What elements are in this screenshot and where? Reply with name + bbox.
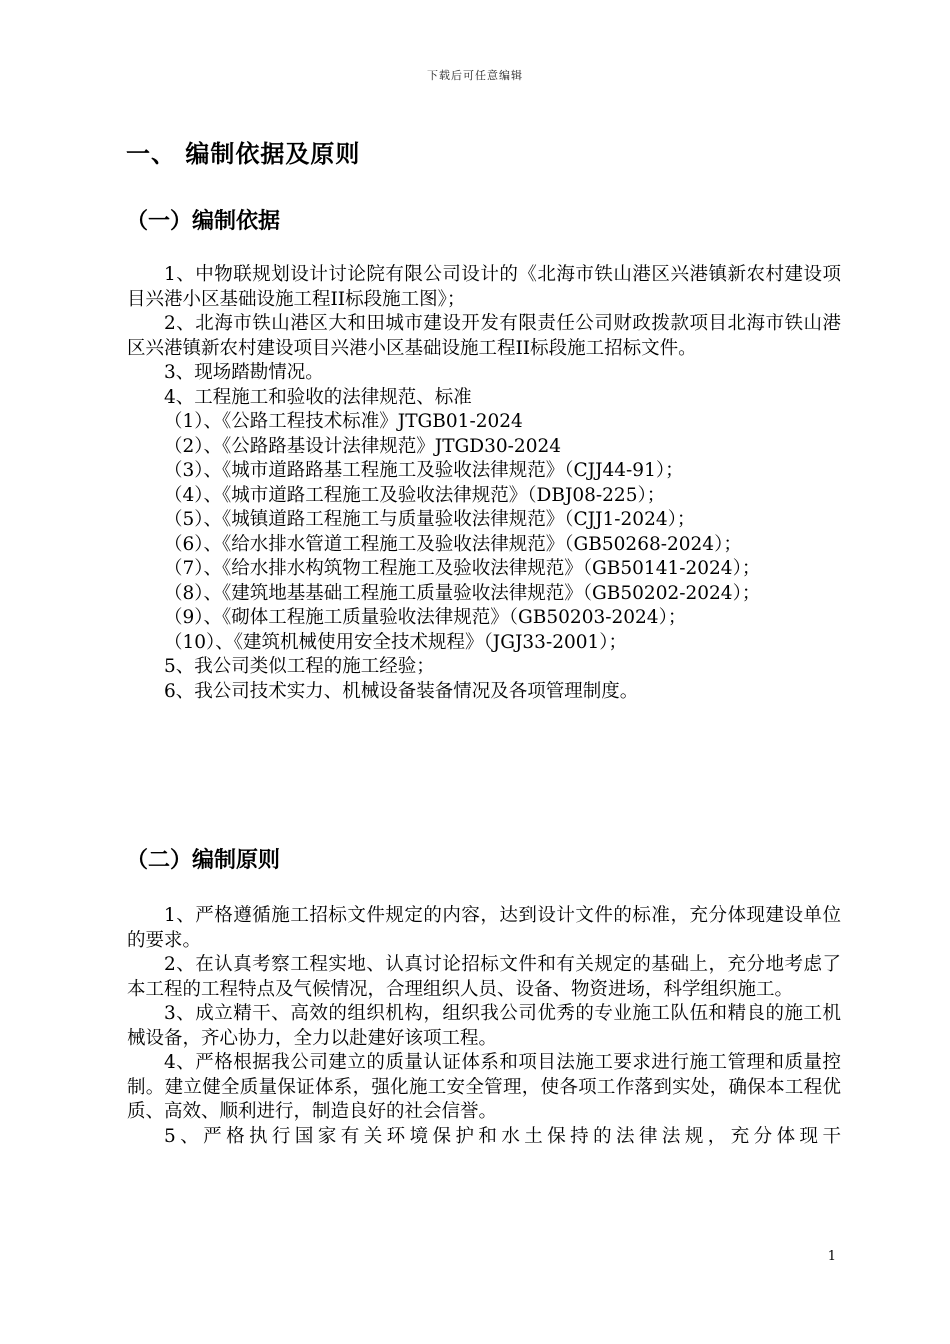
basis-item: （2）、《公路路基设计法律规范》JTGD30-2024 bbox=[164, 435, 562, 457]
basis-item: 1、中物联规划设计讨论院有限公司设计的《北海市铁山港区兴港镇新农村建设项目兴港小区基础设施工程II标段施工图》； bbox=[127, 264, 841, 310]
basis-list bbox=[127, 263, 841, 704]
basis-item: （1）、《公路工程技术标准》JTGB01-2024 bbox=[164, 411, 523, 432]
basis-item: （8）、《建筑地基基础工程施工质量验收法律规范》（GB50202-2024）； bbox=[164, 582, 761, 604]
basis-item: （10）、《建筑机械使用安全技术规程》（JGJ33-2001）； bbox=[164, 631, 628, 653]
basis-item: （9）、《砌体工程施工质量验收法律规范》（GB50203-2024）； bbox=[164, 607, 687, 628]
basis-item: 6、我公司技术实力、机械设备装备情况及各项管理制度。 bbox=[164, 680, 639, 702]
section-heading-principle: （二）编制原则 bbox=[126, 848, 281, 873]
basis-item: （3）、《城市道路路基工程施工及验收法律规范》（CJJ44-91）； bbox=[164, 460, 684, 481]
principle-item: 2、在认真考察工程实地、认真讨论招标文件和有关规定的基础上，充分地考虑了本工程的工程特点及气候情况，合理组织人员、设备、物资进场，科学组织施工。 bbox=[127, 954, 841, 1000]
basis-item: 2、北海市铁山港区大和田城市建设开发有限责任公司财政拨款项目北海市铁山港区兴港镇新农村建设项目兴港小区基础设施工程II标段施工招标文件。 bbox=[127, 313, 841, 359]
basis-item: （4）、《城市道路工程施工及验收法律规范》（DBJ08-225）； bbox=[164, 484, 666, 506]
chapter-title: 一、 编制依据及原则 bbox=[126, 140, 361, 168]
basis-item: （5）、《城镇道路工程施工与质量验收法律规范》（CJJ1-2024）； bbox=[164, 509, 696, 530]
header-note: 下载后可任意编辑 bbox=[427, 69, 523, 82]
principle-list bbox=[127, 904, 841, 1149]
basis-item: 4、工程施工和验收的法律规范、标准 bbox=[164, 386, 472, 408]
basis-item: （7）、《给水排水构筑物工程施工及验收法律规范》（GB50141-2024）； bbox=[164, 558, 761, 579]
principle-item: 4、严格根据我公司建立的质量认证体系和项目法施工要求进行施工管理和质量控制。建立健全质量保证体系，强化施工安全管理，使各项工作落到实处，确保本工程优质、高效、顺利进行，制造良好的社会信誉。 bbox=[127, 1052, 841, 1122]
page-number: 1 bbox=[827, 1249, 836, 1264]
principle-item: 1、严格遵循施工招标文件规定的内容，达到设计文件的标准，充分体现建设单位的要求。 bbox=[127, 905, 841, 951]
basis-item: 3、现场踏勘情况。 bbox=[164, 362, 324, 383]
basis-item: 5、我公司类似工程的施工经验； bbox=[164, 656, 435, 677]
basis-item: （6）、《给水排水管道工程施工及验收法律规范》（GB50268-2024）； bbox=[164, 533, 742, 555]
principle-item: 5、严格执行国家有关环境保护和水土保持的法律法规，充分体现干 bbox=[164, 1125, 841, 1147]
section-heading-basis: （一）编制依据 bbox=[126, 209, 281, 234]
principle-item: 3、成立精干、高效的组织机构，组织我公司优秀的专业施工队伍和精良的施工机械设备，齐心协力，全力以赴建好该项工程。 bbox=[127, 1003, 841, 1049]
